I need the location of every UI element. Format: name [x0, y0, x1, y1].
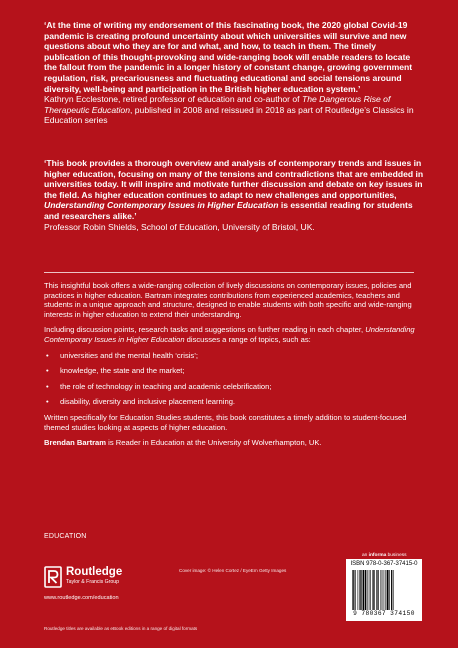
cover-image-credit: Cover image: © Helen Cortez / EyeEm Getty Images — [179, 568, 287, 573]
publisher-logo — [44, 566, 144, 606]
blurb-paragraph-1: This insightful book offers a wide-ranging collection of lively discussions on contemporary issues, policies and practices in higher education. Bartram integrates contributions from experienced academics, teachers and students in a unique approach and structure, designed to enable students with both specific and wide-ranging interests in higher education to extend their understanding. — [44, 281, 412, 319]
author-name: Brendan Bartram — [44, 438, 107, 448]
quote-1-attr-post: , published in 2008 and reissued in 2018 as part of Routledge’s Classics in Education series — [44, 104, 414, 126]
isbn-text: ISBN 978-0-367-37415-0 — [350, 561, 418, 567]
divider — [44, 272, 414, 273]
topic-item: • universities and the mental health ‘crisis’; — [44, 351, 420, 361]
author-bio-text: is Reader in Education at the University of Wolverhampton, UK. — [106, 438, 322, 448]
topic-item: • knowledge, the state and the market; — [44, 366, 420, 376]
informa-brand: informa — [368, 553, 387, 558]
category-label: EDUCATION — [44, 533, 87, 540]
quote-2-post: is essential reading for students and researchers alike.’ — [44, 200, 413, 221]
quote-2-text — [44, 158, 424, 222]
blurb-paragraph-2 — [44, 325, 420, 344]
topic-item: • the role of technology in teaching and academic celebrification; — [44, 382, 420, 392]
quote-1-attr-title: The Dangerous Rise of Therapeutic Education — [44, 94, 391, 115]
author-bio — [44, 438, 420, 448]
informa-label — [362, 553, 407, 558]
blurb-p2-post: discusses a range of topics, such as: — [184, 334, 311, 344]
informa-post: business — [386, 553, 407, 558]
quote-2-attribution: Professor Robin Shields, School of Education, University of Bristol, UK. — [44, 221, 315, 232]
quote-1-text: ‘At the time of writing my endorsement of this fascinating book, the 2020 global Covid-19 pandemic is creating profound uncertainty about which universities will survive and new questions about who they are for and what, and how, to teach in them. The timely publication of this thought-provoking and wide-ranging book will enable readers to locate the fallout from the pandemic in a longer history of constant change, growing government regulation, risk, precariousness and fluctuating educational and social tensions around diversity, well-being and participation in the British higher education system.’ — [44, 20, 413, 94]
endorsement-quote-1 — [44, 20, 424, 126]
barcode — [346, 559, 422, 621]
barcode-bars-icon — [352, 570, 416, 610]
publisher-name: Routledge — [66, 566, 123, 578]
informa-pre: an — [362, 553, 369, 558]
publisher-url[interactable]: www.routledge.com/education — [44, 595, 119, 601]
endorsement-quote-2 — [44, 158, 424, 232]
quote-1-attr-pre: Kathryn Ecclestone, retired professor of education and co-author of — [44, 94, 302, 105]
routledge-mark-icon — [44, 566, 62, 588]
topic-list — [44, 351, 420, 407]
blurb-paragraph-3: Written specifically for Education Studies students, this book constitutes a timely addition to student-focused themed studies looking at aspects of higher education. — [44, 412, 407, 432]
topic-item: • disability, diversity and inclusive placement learning. — [44, 397, 420, 407]
barcode-digits: 9 780367 374150 — [353, 610, 415, 617]
blurb — [44, 281, 420, 454]
blurb-p2-title: Understanding Contemporary Issues in Higher Education — [44, 325, 415, 344]
quote-1-attribution — [44, 94, 424, 126]
blurb-p2-pre: Including discussion points, research tasks and suggestions on further reading in each chapter, — [44, 325, 366, 335]
quote-2-title: Understanding Contemporary Issues in Higher Education — [44, 200, 279, 211]
publisher-group: Taylor & Francis Group — [66, 579, 120, 585]
quote-2-pre: ‘This book provides a thorough overview and analysis of contemporary trends and issues in higher education, focusing on many of the tensions and contradictions that are embedded in universities today. It will inspire and motivate further discussion and debate on key issues in the field. As higher education continues to adapt to new challenges and opportunities, — [44, 158, 424, 200]
ebook-note: Routledge titles are available as eBook editions in a range of digital formats — [44, 626, 198, 631]
